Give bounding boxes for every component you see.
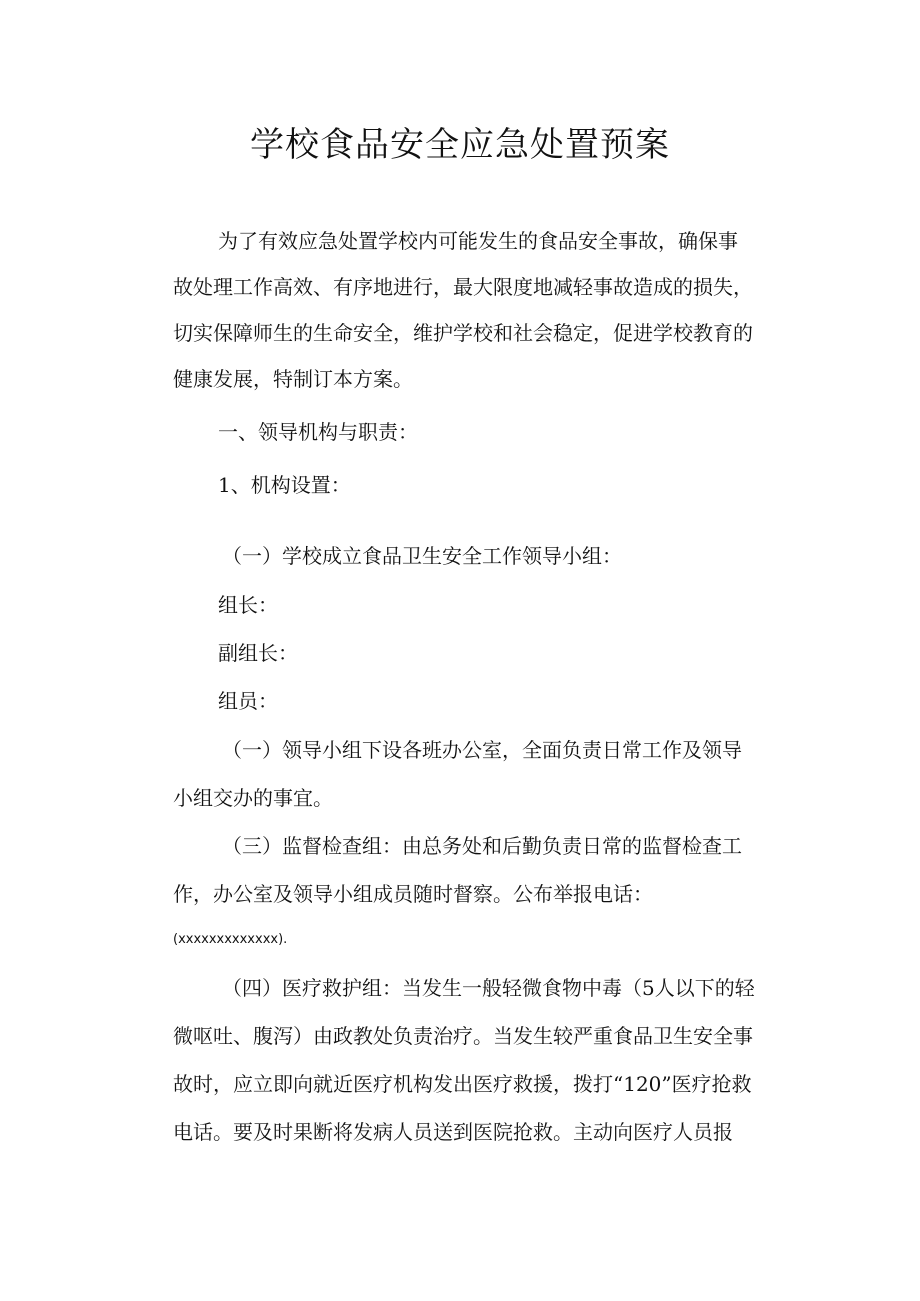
medical-item-line-4: 电话。要及时果断将发病人员送到医院抢救。主动向医疗人员报 (173, 1120, 733, 1144)
intro-line-2: 故处理工作高效、有序地进行，最大限度地减轻事故造成的损失， (173, 275, 753, 299)
inspection-item-line-1: （三）监督检查组：由总务处和后勤负责日常的监督检查工 (222, 834, 742, 858)
leader-label: 组长： (218, 593, 278, 617)
subsection-heading-organization: 1、机构设置： (218, 473, 351, 497)
inspection-item-line-2: 作，办公室及领导小组成员随时督察。公布举报电话： (173, 882, 653, 906)
medical-item-line-2: 微呕吐、腹泻）由政教处负责治疗。当发生较严重食品卫生安全事 (173, 1024, 753, 1048)
group-heading: （一）学校成立食品卫生安全工作领导小组： (222, 544, 622, 568)
office-item-line-2: 小组交办的事宜。 (173, 786, 333, 810)
office-item-line-1: （一）领导小组下设各班办公室，全面负责日常工作及领导 (222, 738, 742, 762)
member-label: 组员： (218, 689, 278, 713)
medical-item-line-1: （四）医疗救护组：当发生一般轻微食物中毒（5人以下的轻 (222, 976, 755, 1000)
section-heading-leadership: 一、领导机构与职责： (218, 420, 418, 444)
intro-line-1: 为了有效应急处置学校内可能发生的食品安全事故，确保事 (218, 229, 738, 253)
deputy-leader-label: 副组长： (218, 641, 298, 665)
intro-line-3: 切实保障师生的生命安全，维护学校和社会稳定，促进学校教育的 (173, 321, 753, 345)
document-title: 学校食品安全应急处置预案 (250, 125, 670, 165)
medical-item-line-3: 故时，应立即向就近医疗机构发出医疗救援，拨打“120”医疗抢救 (173, 1072, 752, 1096)
intro-line-4: 健康发展，特制订本方案。 (173, 367, 413, 391)
report-phone-number: (xxxxxxxxxxxxx). (173, 932, 288, 947)
